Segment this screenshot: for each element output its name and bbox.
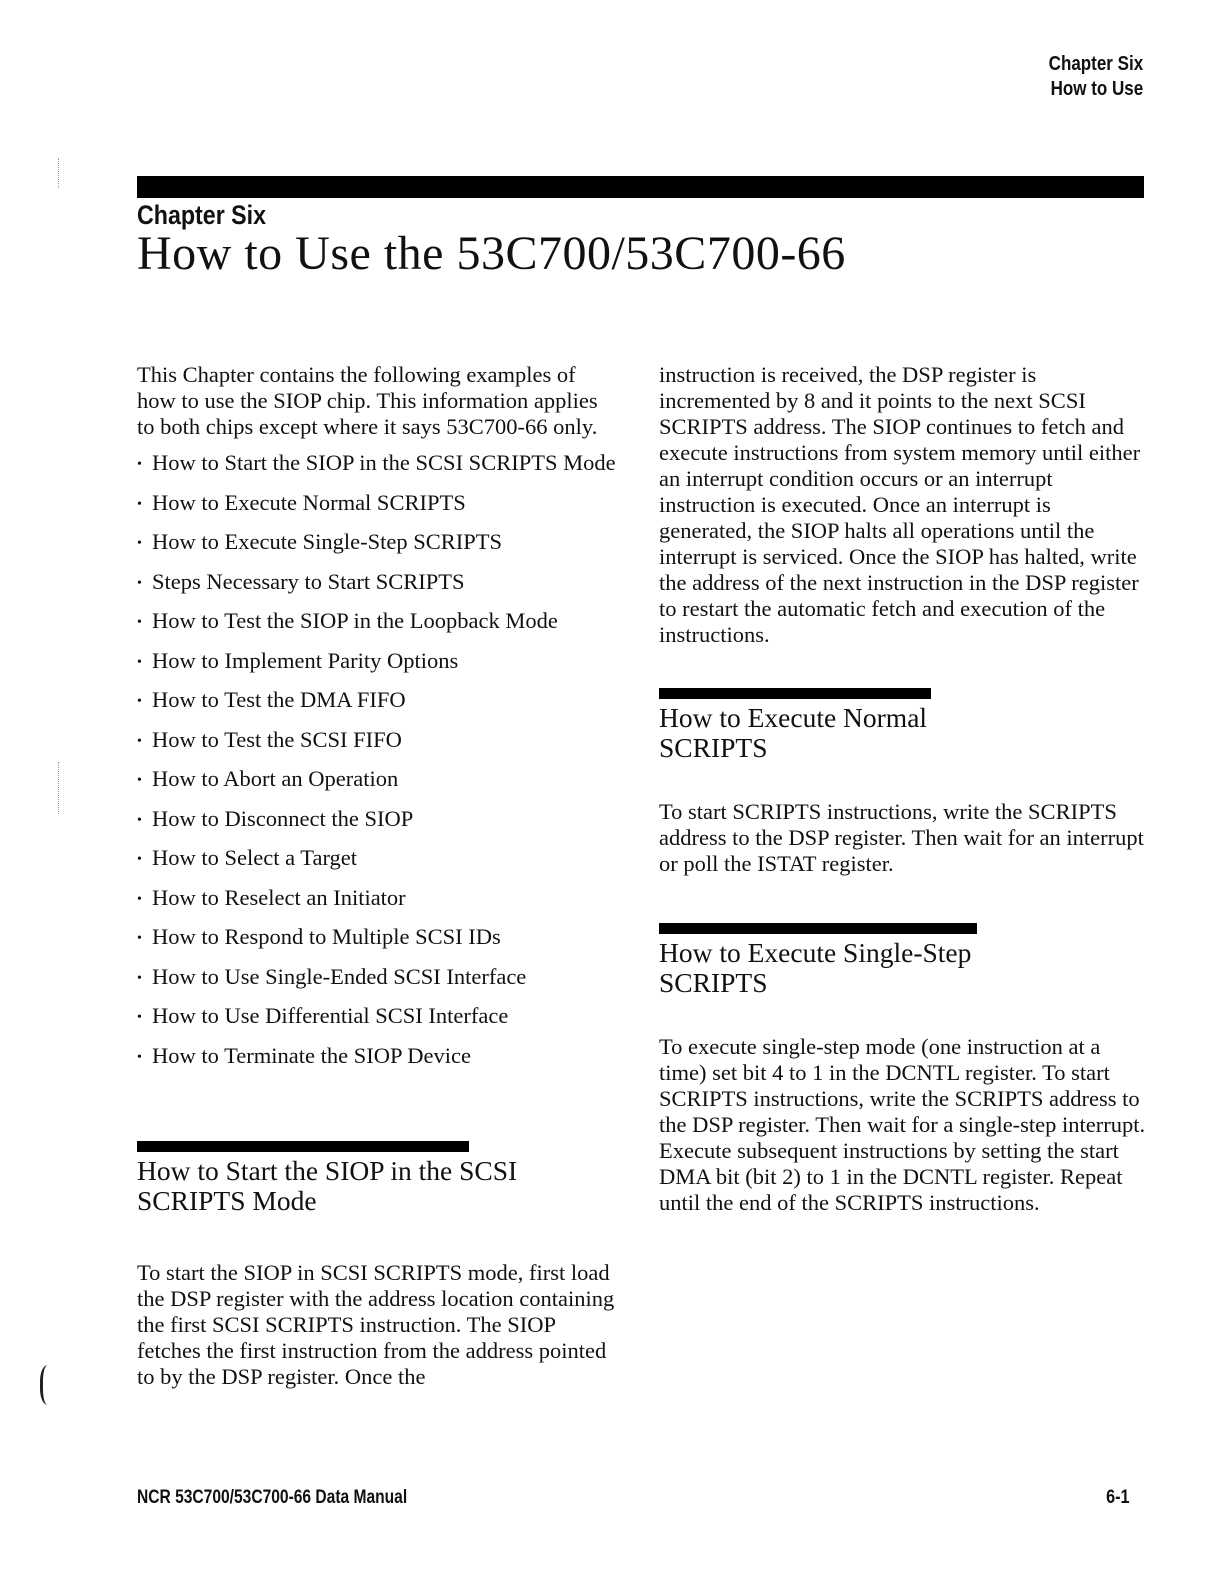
section-heading: How to Execute Normal SCRIPTS	[659, 702, 928, 763]
footer-manual-title: NCR 53C700/53C700-66 Data Manual	[137, 1487, 408, 1508]
section-heading: How to Start the SIOP in the SCSI SCRIPTS Mode	[137, 1154, 518, 1216]
right-column	[659, 362, 1149, 1216]
left-column	[137, 362, 617, 1390]
list-item: • How to Implement Parity Options	[137, 648, 617, 676]
section-single-step	[659, 923, 1149, 1216]
list-item: • How to Use Single-Ended SCSI Interface	[137, 964, 617, 992]
list-item: • How to Execute Normal SCRIPTS	[137, 490, 617, 518]
chapter-rule	[137, 176, 1144, 198]
section-rule	[659, 923, 977, 934]
section-body: To start SCRIPTS instructions, write the SCRIPTS address to the DSP register. Then wait for an interrupt or poll the ISTAT register.	[659, 799, 1144, 876]
list-item: • How to Test the DMA FIFO	[137, 687, 617, 715]
margin-scan-mark	[58, 762, 65, 814]
section-normal	[659, 688, 1149, 877]
section-heading: How to Execute Single-Step SCRIPTS	[659, 937, 972, 998]
list-item: • How to Test the SCSI FIFO	[137, 727, 617, 755]
list-item: • How to Reselect an Initiator	[137, 885, 617, 913]
margin-scan-mark	[58, 158, 65, 188]
list-item: • How to Respond to Multiple SCSI IDs	[137, 924, 617, 952]
section-body: To start the SIOP in SCSI SCRIPTS mode, first load the DSP register with the address location containing the first SCSI SCRIPTS instruction. The SIOP fetches the first instruction from the address pointed to by the DSP register. Once the	[137, 1259, 615, 1389]
list-item: • How to Terminate the SIOP Device	[137, 1043, 617, 1071]
chapter-label: Chapter Six	[137, 200, 267, 230]
section-body: To execute single-step mode (one instruction at a time) set bit 4 to 1 in the DCNTL register. To start SCRIPTS instructions, write the SCRIPTS address to the DSP register. Then wait for a single-step interrupt. Execute subsequent instructions by setting the start DMA bit (bit 2) to 1 in the DCNTL register. Repeat until the end of the SCRIPTS instructions.	[659, 1034, 1146, 1215]
list-item: • How to Disconnect the SIOP	[137, 806, 617, 834]
running-head	[1049, 52, 1143, 102]
running-head-title: How to Use	[1050, 78, 1143, 100]
chapter-title: How to Use the 53C700/53C700-66	[137, 227, 846, 280]
intro-paragraph: This Chapter contains the following examples of how to use the SIOP chip. This information applies to both chips except where it says 53C700-66 only.	[137, 362, 598, 439]
running-head-chapter: Chapter Six	[1048, 53, 1143, 75]
list-item: • How to Select a Target	[137, 845, 617, 873]
section-rule	[659, 688, 931, 699]
margin-binding-mark	[40, 1365, 59, 1405]
list-item: • Steps Necessary to Start SCRIPTS	[137, 569, 617, 597]
list-item: • How to Start the SIOP in the SCSI SCRIPTS Mode	[137, 450, 617, 478]
section-rule	[137, 1141, 469, 1152]
section-start-siop	[137, 1141, 617, 1390]
section-body-continued: instruction is received, the DSP register is incremented by 8 and it points to the next SCSI SCRIPTS address. The SIOP continues to fetch and execute instructions from system memory until either an interrupt condition occurs or an interrupt instruction is executed. Once an interrupt is generated, the SIOP halts all operations until the interrupt is serviced. Once the SIOP has halted, write the address of the next instruction in the DSP register to restart the automatic fetch and execution of the instructions.	[659, 362, 1141, 647]
page-number: 6-1	[1105, 1487, 1129, 1508]
list-item: • How to Abort an Operation	[137, 766, 617, 794]
list-item: • How to Test the SIOP in the Loopback Mode	[137, 608, 617, 636]
list-item: • How to Execute Single-Step SCRIPTS	[137, 529, 617, 557]
list-item: • How to Use Differential SCSI Interface	[137, 1003, 617, 1031]
topic-list	[137, 450, 617, 1071]
